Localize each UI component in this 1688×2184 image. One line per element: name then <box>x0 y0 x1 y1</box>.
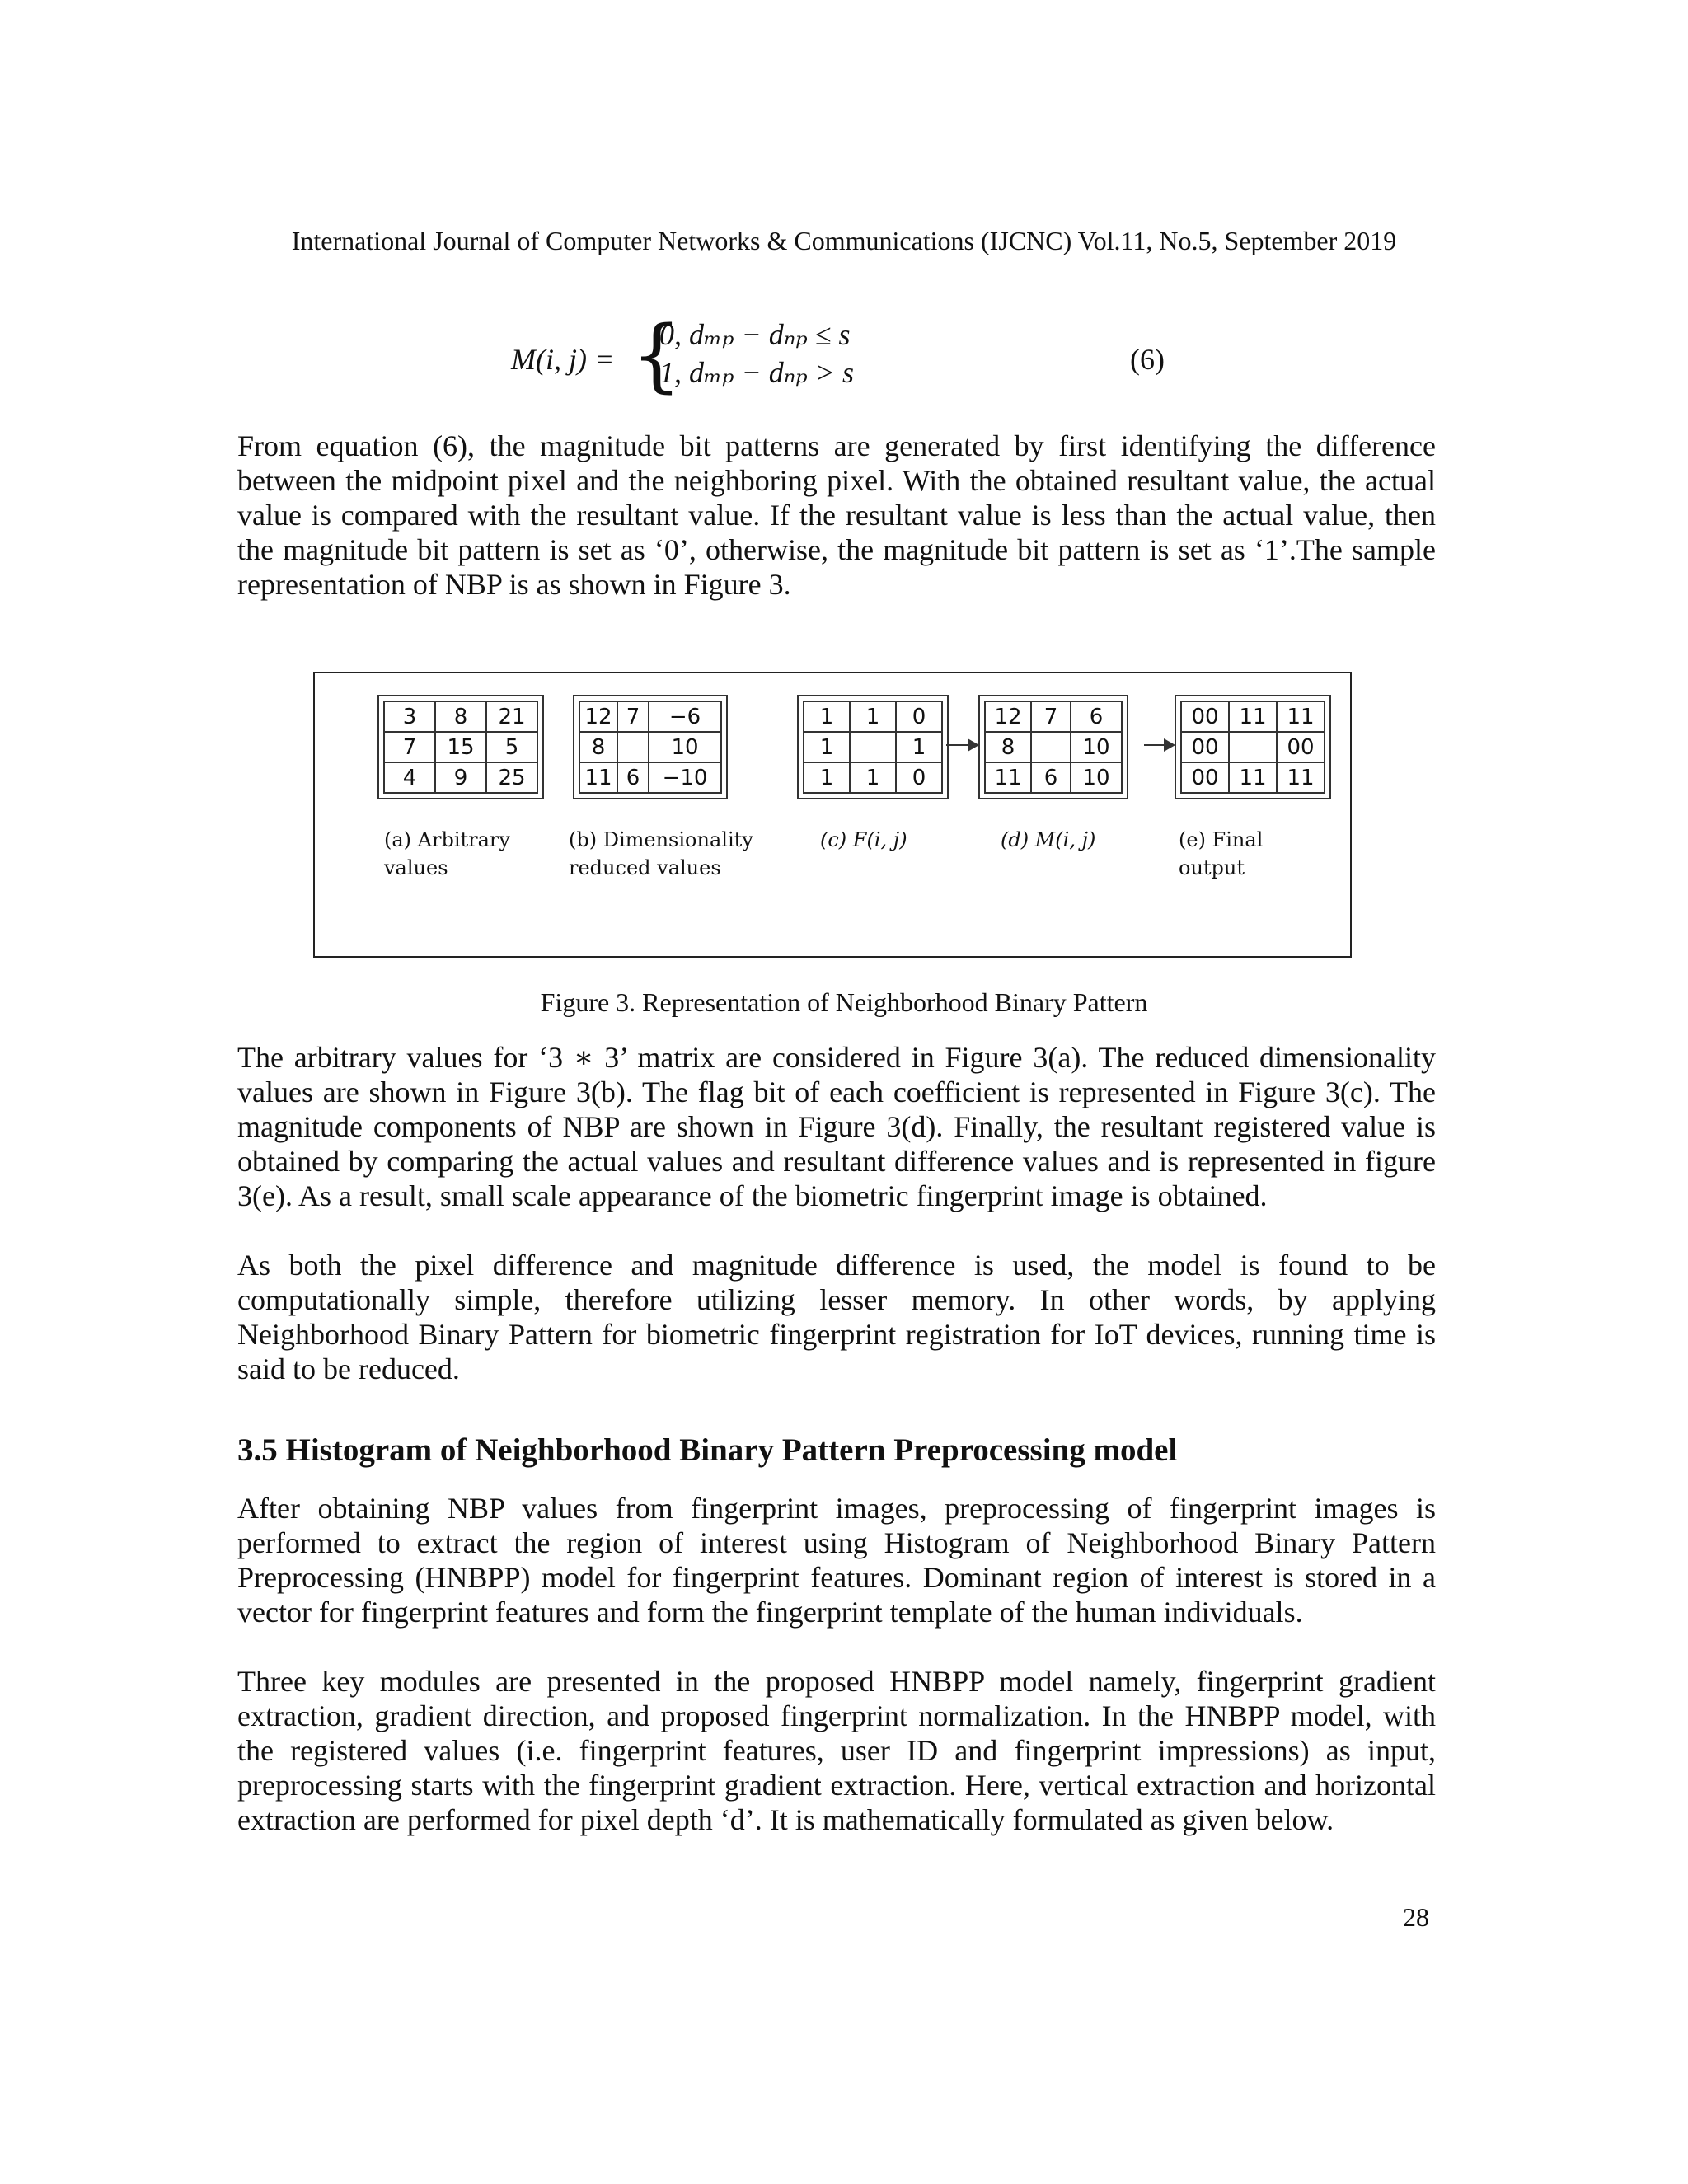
section-title: 3.5 Histogram of Neighborhood Binary Pattern Preprocessing model <box>237 1432 1178 1468</box>
cell: 8 <box>579 732 617 762</box>
cell: 1 <box>804 732 850 762</box>
journal-header: International Journal of Computer Networks & Communications (IJCNC) Vol.11, No.5, September 2019 <box>291 226 1397 255</box>
cell <box>1031 732 1071 762</box>
figure-caption: Figure 3. Representation of Neighborhood Binary Pattern <box>540 987 1148 1017</box>
cell: 9 <box>435 762 486 793</box>
matrix-e <box>1175 695 1331 799</box>
panel-e-label <box>1179 826 1263 882</box>
cell: 7 <box>1031 701 1071 732</box>
cell: 11 <box>1229 701 1277 732</box>
cell: 15 <box>435 732 486 762</box>
matrix-a-table <box>383 701 538 794</box>
cell <box>1229 732 1277 762</box>
panel-e-label-line1: (e) Final <box>1179 828 1264 851</box>
panel-c-label <box>820 826 907 854</box>
cell: −6 <box>649 701 721 732</box>
cell: 3 <box>384 701 435 732</box>
equation-brace: { <box>631 309 682 401</box>
cell: 00 <box>1277 732 1325 762</box>
cell: 10 <box>1071 762 1122 793</box>
panel-b-label <box>569 826 753 882</box>
cell <box>617 732 649 762</box>
panel-a-label-line2: values <box>384 856 448 879</box>
matrix-d-table <box>984 701 1123 794</box>
matrix-d <box>978 695 1128 799</box>
cell: 11 <box>1229 762 1277 793</box>
cell: 7 <box>384 732 435 762</box>
cell: 0 <box>896 762 942 793</box>
cell: 5 <box>486 732 537 762</box>
panel-a-label <box>384 826 510 882</box>
equation-number: (6) <box>1130 343 1165 376</box>
cell: 4 <box>384 762 435 793</box>
matrix-b <box>573 695 728 799</box>
cell: 12 <box>579 701 617 732</box>
cell: 11 <box>985 762 1031 793</box>
panel-a-label-line1: (a) Arbitrary <box>384 828 510 851</box>
panel-b-label-line1: (b) Dimensionality <box>569 828 753 851</box>
cell: 00 <box>1181 701 1229 732</box>
equation-case-2: 1, dₘₚ − dₙₚ > s <box>659 356 855 389</box>
cell: 10 <box>649 732 721 762</box>
cell: 6 <box>1071 701 1122 732</box>
cell: 8 <box>435 701 486 732</box>
cell: 0 <box>896 701 942 732</box>
cell: 6 <box>617 762 649 793</box>
cell: 11 <box>1277 701 1325 732</box>
matrix-a <box>377 695 544 799</box>
arrow-d-to-e <box>1144 744 1174 746</box>
matrix-e-table <box>1180 701 1325 794</box>
paragraph-4: After obtaining NBP values from fingerprint images, preprocessing of fingerprint images is performed to extract the region of interest using Histogram of Neighborhood Binary Pattern Preprocessing (HNBPP) model for fingerprint features. Dominant region of interest is stored in a vector for fingerprint features and form the fingerprint template of the human individuals. <box>237 1492 1436 1629</box>
cell: 25 <box>486 762 537 793</box>
panel-d-label-line1: (d) M(i, j) <box>1001 828 1096 851</box>
paragraph-1: From equation (6), the magnitude bit patterns are generated by first identifying the difference between the midpoint pixel and the neighboring pixel. With the obtained resultant value, the actual value is compared with the resultant value. If the resultant value is less than the actual value, then the magnitude bit pattern is set as ‘0’, otherwise, the magnitude bit pattern is set as ‘1’.The sample representation of NBP is as shown in Figure 3. <box>237 429 1436 601</box>
cell: 1 <box>804 762 850 793</box>
cell: 7 <box>617 701 649 732</box>
cell <box>850 732 896 762</box>
cell: 1 <box>850 762 896 793</box>
cell: 11 <box>579 762 617 793</box>
cell: −10 <box>649 762 721 793</box>
cell: 21 <box>486 701 537 732</box>
arrow-c-to-d <box>946 744 978 746</box>
matrix-c <box>797 695 949 799</box>
equation-6 <box>0 309 1688 401</box>
cell: 6 <box>1031 762 1071 793</box>
cell: 1 <box>896 732 942 762</box>
cell: 12 <box>985 701 1031 732</box>
cell: 8 <box>985 732 1031 762</box>
paragraph-5: Three key modules are presented in the proposed HNBPP model namely, fingerprint gradient extraction, gradient direction, and proposed fingerprint normalization. In the HNBPP model, with the registered values (i.e. fingerprint features, user ID and fingerprint impressions) as input, preprocessing starts with the fingerprint gradient extraction. Here, vertical extraction and horizontal extraction are performed for pixel depth ‘d’. It is mathematically formulated as given below. <box>237 1665 1436 1836</box>
panel-d-label <box>1001 826 1095 854</box>
paragraph-3: As both the pixel difference and magnitude difference is used, the model is found to be computationally simple, therefore utilizing lesser memory. In other words, by applying Neighborhood Binary Pattern for biometric fingerprint registration for IoT devices, running time is said to be reduced. <box>237 1249 1436 1385</box>
panel-c-label-line1: (c) F(i, j) <box>820 828 907 851</box>
panel-b-label-line2: reduced values <box>569 856 721 879</box>
cell: 00 <box>1181 732 1229 762</box>
page-number: 28 <box>1403 1902 1429 1932</box>
figure-3 <box>313 672 1352 958</box>
panel-e-label-line2: output <box>1179 856 1245 879</box>
equation-case-1: 0, dₘₚ − dₙₚ ≤ s <box>659 318 851 351</box>
matrix-c-table <box>803 701 943 794</box>
cell: 11 <box>1277 762 1325 793</box>
paragraph-2: The arbitrary values for ‘3 ∗ 3’ matrix are considered in Figure 3(a). The reduced dimensionality values are shown in Figure 3(b). The flag bit of each coefficient is represented in Figure 3(c). The magnitude components of NBP are shown in Figure 3(d). Finally, the resultant registered value is obtained by comparing the actual values and resultant difference values and is represented in figure 3(e). As a result, small scale appearance of the biometric fingerprint image is obtained. <box>237 1041 1436 1212</box>
equation-lhs: M(i, j) = <box>511 343 615 376</box>
cell: 1 <box>850 701 896 732</box>
matrix-b-table <box>579 701 722 794</box>
cell: 10 <box>1071 732 1122 762</box>
cell: 00 <box>1181 762 1229 793</box>
cell: 1 <box>804 701 850 732</box>
